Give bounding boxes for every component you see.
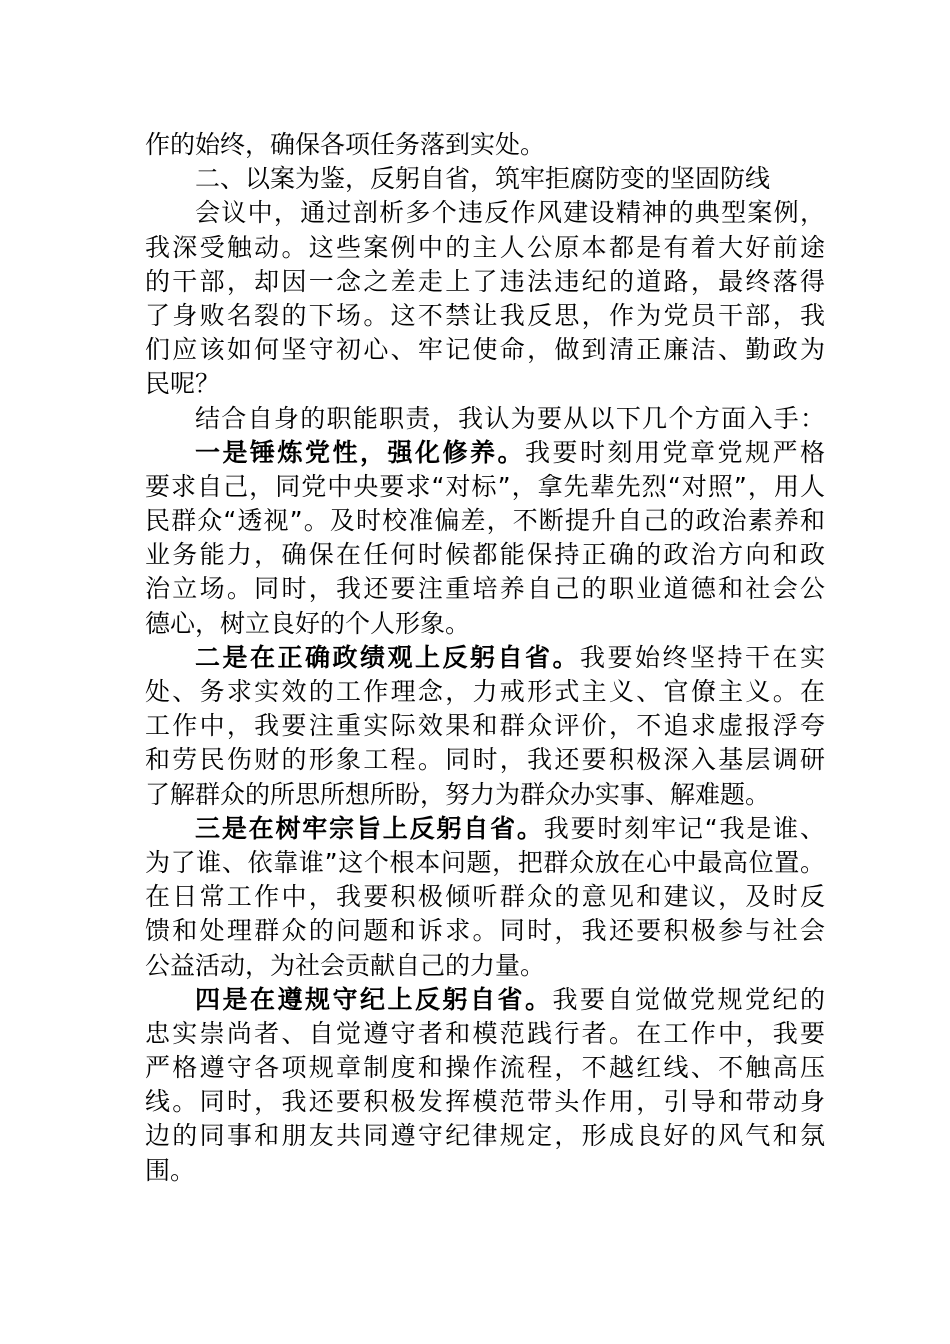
text-line [145, 983, 825, 1017]
line-text: 会议中，通过剖析多个违反作风建设精神的典型案例， [195, 198, 825, 228]
line-text: 处、务求实效的工作理念，力戒形式主义、官僚主义。在 [145, 677, 825, 706]
line-text: 的干部，却因一念之差走上了违法违纪的道路，最终落得 [145, 266, 825, 296]
line-text: 工作中，我要注重实际效果和群众评价，不追求虚报浮夸 [145, 711, 825, 741]
document-page [145, 128, 825, 1188]
text-line [145, 162, 825, 196]
text-line [145, 880, 825, 914]
text-line [145, 949, 825, 983]
text-line [145, 675, 825, 709]
text-line [145, 641, 825, 675]
line-text: 了解群众的所思所想所盼，努力为群众办实事、解难题。 [145, 779, 771, 809]
line-text: 我要始终坚持干在实 [579, 642, 825, 672]
line-text: 民呢？ [145, 369, 221, 399]
text-line [145, 1119, 825, 1153]
line-text: 严格遵守各项规章制度和操作流程，不越红线、不触高压 [145, 1053, 825, 1083]
text-line [145, 231, 825, 265]
text-line [145, 572, 825, 606]
bold-lead-phrase: 四是在遵规守纪上反躬自省。 [195, 984, 553, 1014]
line-text: 为了谁、依靠谁”这个根本问题，把群众放在心中最高位置。 [145, 847, 825, 877]
text-line [145, 1051, 825, 1085]
text-line [145, 607, 825, 641]
text-line [145, 914, 825, 948]
text-line [145, 333, 825, 367]
line-text: 要求自己，同党中央要求“对标”，拿先辈先烈“对照”，用人 [145, 471, 825, 501]
text-line [145, 1085, 825, 1119]
line-text: 治立场。同时，我还要注重培养自己的职业道德和社会公 [145, 574, 825, 604]
line-text: 民群众“透视”。及时校准偏差，不断提升自己的政治素养和 [145, 506, 825, 536]
line-text: 我要时刻用党章党规严格 [524, 437, 825, 467]
text-line [145, 470, 825, 504]
text-line [145, 402, 825, 436]
text-line [145, 299, 825, 333]
line-text: 二、以案为鉴，反躬自省，筑牢拒腐防变的坚固防线 [195, 164, 771, 194]
text-line [145, 1154, 825, 1188]
line-text: 结合自身的职能职责，我认为要从以下几个方面入手： [195, 403, 825, 433]
text-line [145, 128, 825, 162]
line-text: 边的同事和朋友共同遵守纪律规定，形成良好的风气和氛 [145, 1121, 825, 1151]
text-line [145, 538, 825, 572]
text-line [145, 846, 825, 880]
line-text: 我要自觉做党规党纪的 [552, 984, 825, 1014]
line-text: 我要时刻牢记“我是谁、 [543, 813, 825, 843]
bold-lead-phrase: 三是在树牢宗旨上反躬自省。 [195, 813, 544, 843]
line-text: 德心，树立良好的个人形象。 [145, 608, 471, 638]
line-text: 忠实崇尚者、自觉遵守者和模范践行者。在工作中，我要 [145, 1018, 825, 1048]
text-line [145, 265, 825, 299]
text-line [145, 812, 825, 846]
text-line [145, 1017, 825, 1051]
line-text: 了身败名裂的下场。这不禁让我反思，作为党员干部，我 [145, 300, 825, 330]
line-text: 在日常工作中，我要积极倾听群众的意见和建议，及时反 [145, 882, 825, 912]
text-line [145, 436, 825, 470]
line-text: 馈和处理群众的问题和诉求。同时，我还要积极参与社会 [145, 916, 825, 946]
text-line [145, 778, 825, 812]
bold-lead-phrase: 一是锤炼党性，强化修养。 [195, 437, 525, 467]
text-line [145, 504, 825, 538]
line-text: 我深受触动。这些案例中的主人公原本都是有着大好前途 [145, 232, 825, 262]
text-line [145, 196, 825, 230]
line-text: 和劳民伤财的形象工程。同时，我还要积极深入基层调研 [145, 745, 825, 775]
line-text: 公益活动，为社会贡献自己的力量。 [145, 950, 546, 980]
text-line [145, 709, 825, 743]
line-text: 作的始终，确保各项任务落到实处。 [145, 130, 546, 159]
text-line [145, 367, 825, 401]
line-text: 们应该如何坚守初心、牢记使命，做到清正廉洁、勤政为 [145, 335, 825, 365]
text-line [145, 743, 825, 777]
line-text: 线。同时，我还要积极发挥模范带头作用，引导和带动身 [145, 1087, 825, 1117]
line-text: 围。 [145, 1155, 196, 1185]
bold-lead-phrase: 二是在正确政绩观上反躬自省。 [195, 642, 580, 672]
line-text: 业务能力，确保在任何时候都能保持正确的政治方向和政 [145, 540, 825, 570]
